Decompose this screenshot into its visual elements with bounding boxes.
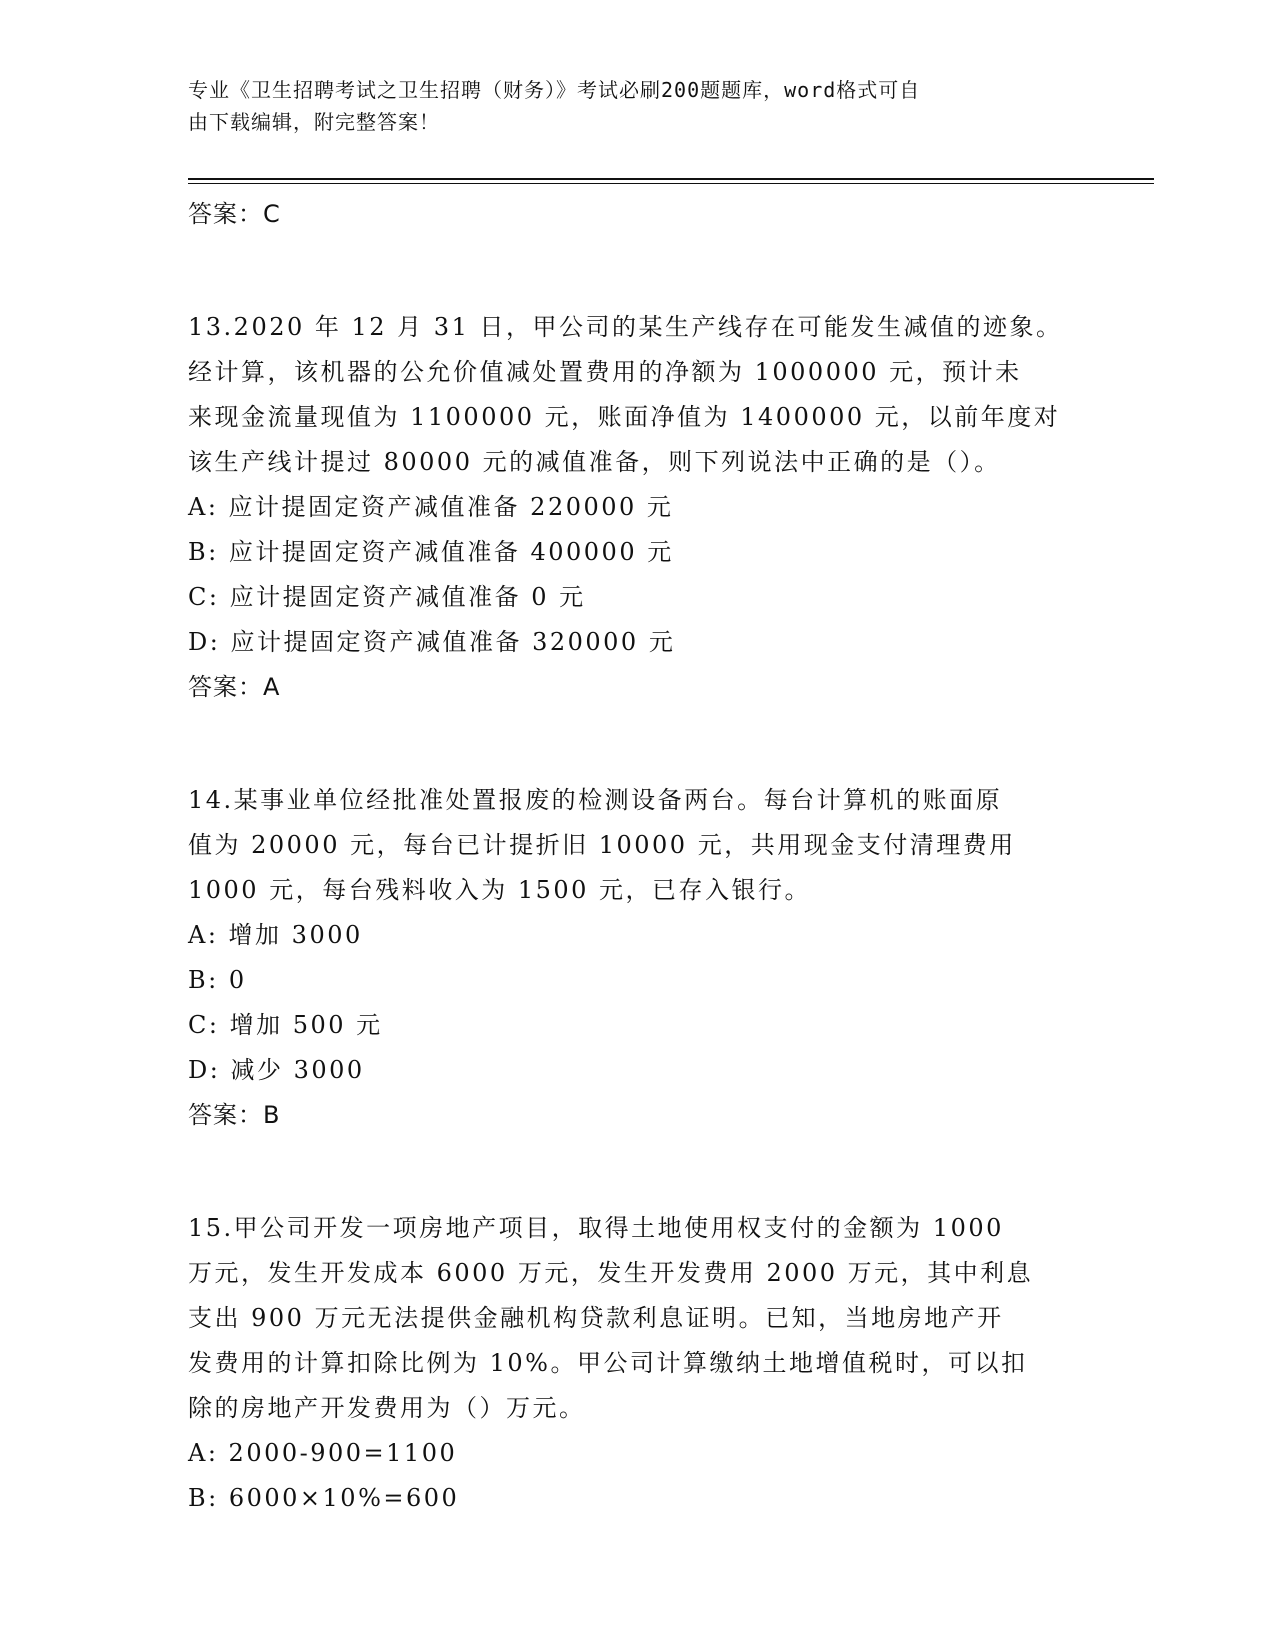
header-line-1: 专业《卫生招聘考试之卫生招聘（财务）》考试必刷200题题库，word格式可自: [188, 78, 921, 102]
spacer: [188, 710, 1088, 778]
document-body: [188, 192, 1088, 1521]
header-line-2: 由下载编辑，附完整答案！: [188, 110, 440, 134]
question-block: [188, 1206, 1088, 1521]
question-block: [188, 305, 1088, 710]
spacer: [188, 1138, 1088, 1206]
option-a: A: 增加 3000: [188, 921, 363, 949]
header-rule-thick: [188, 178, 1154, 180]
option-d: D: 应计提固定资产减值准备 320000 元: [188, 628, 676, 656]
question-block: [188, 778, 1088, 1138]
answer-line: 答案：C: [188, 200, 281, 228]
option-a: A: 2000-900=1100: [188, 1439, 458, 1467]
option-b: B: 0: [188, 966, 247, 994]
option-c: C: 应计提固定资产减值准备 0 元: [188, 583, 586, 611]
answer-line: 答案：B: [188, 1101, 281, 1129]
option-c: C: 增加 500 元: [188, 1011, 383, 1039]
spacer: [188, 237, 1088, 305]
question-text: 14.某事业单位经批准处置报废的检测设备两台。每台计算机的账面原 值为 20000 元，每台已计提折旧 10000 元，共用现金支付清理费用 1000 元，每台残料收入为 1500 元，已存入银行。: [188, 786, 1016, 904]
header-rule-thin: [188, 183, 1154, 184]
option-a: A: 应计提固定资产减值准备 220000 元: [188, 493, 674, 521]
option-d: D: 减少 3000: [188, 1056, 365, 1084]
option-b: B: 6000×10%=600: [188, 1484, 460, 1512]
option-b: B: 应计提固定资产减值准备 400000 元: [188, 538, 674, 566]
question-text: 15.甲公司开发一项房地产项目，取得土地使用权支付的金额为 1000 万元，发生开发成本 6000 万元，发生开发费用 2000 万元，其中利息 支出 900 万元无法提供金融机构贷款利息证明。已知，当地房地产开 发费用的计算扣除比例为 10%。甲公司计算缴纳土地增值税时，可以扣 除的房地产开发费用为（）万元。: [188, 1214, 1034, 1422]
answer-line: 答案：A: [188, 673, 281, 701]
document-header: [188, 74, 1068, 138]
question-text: 13.2020 年 12 月 31 日，甲公司的某生产线存在可能发生减值的迹象。 经计算，该机器的公允价值减处置费用的净额为 1000000 元，预计未 来现金流量现值为 1100000 元，账面净值为 1400000 元，以前年度对 该生产线计提过 80000 元的减值准备，则下列说法中正确的是（）。: [188, 313, 1063, 476]
